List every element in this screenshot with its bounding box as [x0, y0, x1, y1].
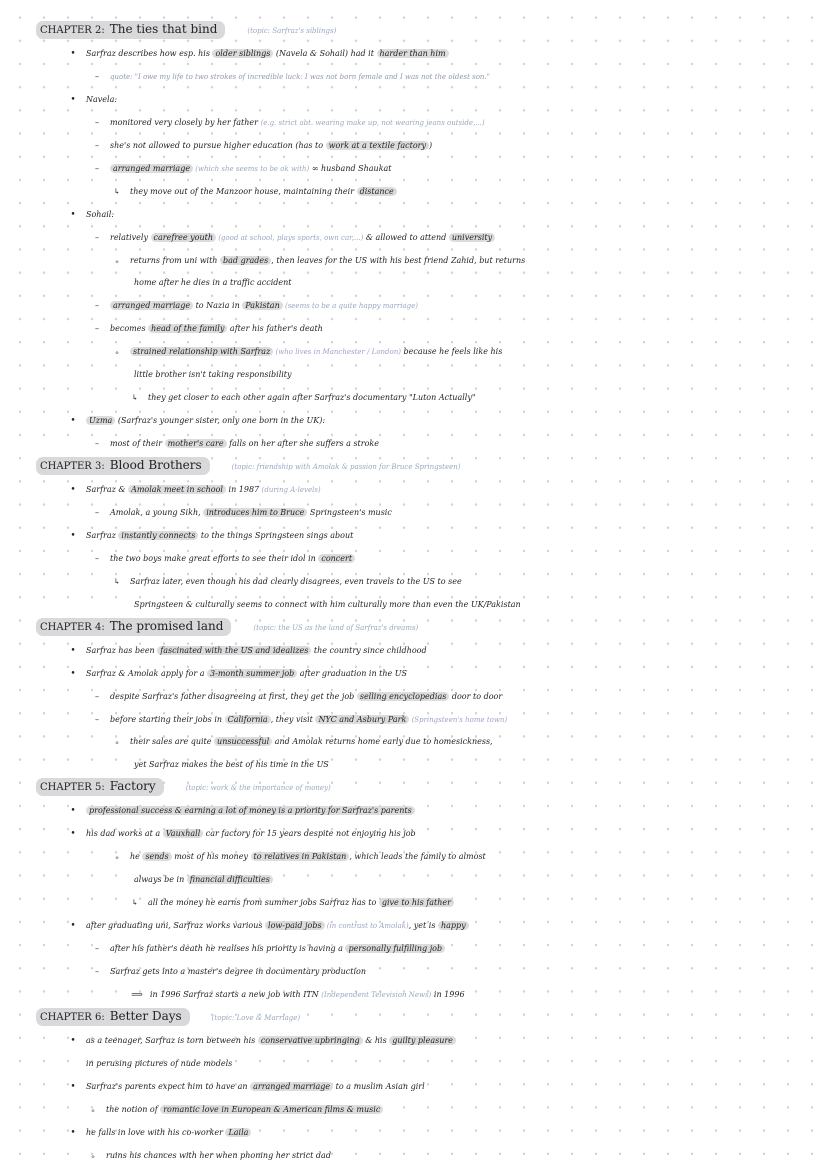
bullet-dot-icon: • [70, 416, 76, 427]
aside-note: (Independent Television News) [321, 990, 432, 999]
note-line [0, 594, 828, 616]
note-text: little brother isn't taking responsibility [134, 370, 292, 380]
note-text: , then leaves for the US with his best friend Zahid, but returns [271, 255, 526, 265]
highlight: Vauxhall [163, 829, 204, 838]
note-text: , yet is [408, 921, 438, 931]
note-text: to Nazia in [193, 301, 243, 311]
note-line [0, 754, 828, 776]
note-line [0, 731, 828, 753]
note-text: their sales are quite [130, 737, 215, 747]
dash-icon: – [95, 163, 99, 173]
note-text: Sarfraz's parents expect him to have an [86, 1081, 251, 1091]
note-line [0, 227, 828, 249]
note-text: ruins his chances with her when phoning her strict dad [106, 1150, 331, 1160]
note-text: Sarfraz & Amolak apply for a [86, 668, 208, 678]
highlight: Laila [225, 1128, 251, 1137]
highlight: selling encyclopedias [357, 692, 449, 701]
bullet-dot-icon: • [70, 530, 76, 541]
chapter-title: Blood Brothers [109, 458, 202, 473]
highlight: financial difficulties [187, 875, 273, 884]
highlight: bad grades [220, 256, 271, 265]
chapter-heading [0, 20, 828, 42]
note-text: car factory for 15 years despite not enjoying his job [203, 829, 416, 839]
highlight: older siblings [212, 49, 273, 58]
note-text: to a muslim Asian girl [333, 1081, 425, 1091]
note-text: (Navela & Sohail) had it [273, 48, 377, 58]
aside-note: (in contrast to Amolak) [324, 922, 409, 931]
highlight: fascinated with the US and idealizes [157, 646, 311, 655]
chapter-heading [0, 777, 828, 799]
note-text: as a teenager, Sarfraz is torn between his [86, 1035, 258, 1045]
highlight: carefree youth [151, 233, 216, 242]
chapter-heading [0, 1007, 828, 1029]
note-text: because he feels like his [401, 347, 503, 357]
note-line [0, 571, 828, 593]
note-line [0, 181, 828, 203]
note-line [0, 387, 828, 409]
consequence-icon: ₒ [115, 852, 119, 862]
note-line [0, 433, 828, 455]
chapter-topic: (topic: work & the importance of money) [185, 784, 331, 793]
note-text: Amolak, a young Sikh, [110, 507, 204, 517]
note-text: in 1996 Sarfraz starts a new job with ITN [150, 989, 322, 999]
note-text: Sarfraz & [86, 485, 129, 494]
aside-note: (good at school, plays sports, own car,...) [216, 233, 364, 242]
note-text: Sarfraz gets into a master's degree in documentary production [110, 966, 367, 976]
bullet-item [0, 525, 828, 547]
dash-icon: ⟹ [131, 989, 143, 999]
note-text: Springsteen & culturally seems to connect with him culturally more than even the UK/Pakistan [134, 599, 521, 609]
highlight: strained relationship with Sarfraz [130, 347, 273, 356]
note-text: Sarfraz describes how esp. his [86, 48, 213, 58]
highlight: introduces him to Bruce [203, 508, 307, 517]
note-text: his dad works at a [86, 829, 163, 839]
note-line [0, 869, 828, 891]
arrow-icon: ↳ [131, 393, 139, 403]
note-text: (Sarfraz's younger sister, only one born in the UK): [115, 416, 326, 426]
chapter-number: CHAPTER 3: [40, 461, 105, 473]
chapter-topic: (topic: the US as the land of Sarfraz's dreams) [253, 623, 419, 632]
dash-icon: – [95, 691, 99, 701]
note-line [0, 938, 828, 960]
note-text: door to door [449, 691, 503, 701]
highlight: conservative upbringing [258, 1036, 363, 1045]
note-text: monitored very closely by her father [110, 117, 261, 127]
chapter-label [36, 1008, 190, 1026]
note-line [0, 158, 828, 180]
highlight: unsuccessful [214, 737, 272, 746]
dash-icon: – [95, 507, 99, 517]
dash-icon: – [95, 301, 99, 311]
highlight: guilty pleasure [389, 1036, 456, 1045]
note-line [0, 135, 828, 157]
highlight: give to his father [379, 898, 454, 907]
arrow-icon: ↳ [113, 576, 121, 586]
chapter-label [36, 457, 210, 475]
note-text: ∞ husband Shaukat [309, 163, 392, 173]
dash-icon: – [95, 966, 99, 976]
note-text: after his father's death he realises his priority is having a [110, 944, 346, 953]
note-text: Navela: [86, 94, 118, 104]
highlight: arranged marriage [250, 1082, 333, 1091]
note-line [0, 686, 828, 708]
highlight: 3-month summer job [207, 669, 297, 678]
note-text: in perusing pictures of nude models [86, 1058, 233, 1068]
highlight: professional success & earning a lot of money is a priority for Sarfraz's parents [86, 806, 415, 815]
highlight: arranged marriage [110, 164, 193, 173]
chapter-heading [0, 456, 828, 478]
aside-note: (during A-levels) [261, 486, 321, 494]
aside-note: (which she seems to be ok with) [193, 164, 310, 173]
dash-icon: – [95, 324, 99, 334]
note-line [0, 272, 828, 294]
note-text: Springsteen's music [307, 507, 392, 517]
note-text: home after he dies in a traffic accident [134, 278, 292, 288]
bullet-item [0, 915, 828, 937]
note-text: and Amolak returns home early due to homesickness, [272, 737, 493, 747]
note-line [0, 1053, 828, 1075]
consequence-icon: ₒ [115, 737, 119, 747]
chapter-number: CHAPTER 6: [40, 1011, 105, 1023]
note-text: after graduation in the US [297, 668, 408, 678]
note-text: in 1996 [431, 989, 465, 999]
consequence-icon: ₒ [91, 1104, 95, 1114]
consequence-icon: ₒ [115, 255, 119, 265]
note-text: returns from uni with [130, 255, 221, 265]
chapter-heading [0, 617, 828, 639]
note-text: ) [429, 140, 433, 150]
bullet-dot-icon: • [70, 48, 76, 59]
note-text: in 1987 [225, 485, 262, 494]
quote-text: quote: "I owe my life to two strokes of incredible luck: I was not born female and I was not the oldest son." [110, 72, 490, 81]
highlight: personally fulfilling job [345, 944, 445, 953]
note-line [0, 1145, 828, 1167]
note-text: the two boys make great efforts to see their idol in [110, 553, 319, 563]
note-line [0, 112, 828, 134]
note-text: most of his money [171, 852, 251, 862]
note-line [0, 66, 828, 88]
note-text: , which leads the family to almost [349, 852, 486, 862]
chapter-label [36, 618, 231, 636]
consequence-icon: ₒ [91, 1150, 95, 1160]
dash-icon: – [95, 714, 99, 724]
note-text: & his [362, 1035, 390, 1045]
highlight: California [225, 715, 271, 724]
highlight: NYC and Asbury Park [315, 715, 409, 724]
dash-icon: – [95, 232, 99, 242]
note-text: she's not allowed to pursue higher education (has to [110, 140, 326, 150]
chapter-title: The promised land [109, 618, 224, 633]
note-text: falls on her after she suffers a stroke [226, 439, 379, 449]
chapter-title: The ties that bind [109, 22, 218, 36]
chapter-topic: (topic: Love & Marriage) [211, 1013, 301, 1022]
highlight: romantic love in European & American films & music [160, 1105, 383, 1114]
bullet-dot-icon: • [70, 485, 76, 495]
note-line [0, 892, 828, 914]
bullet-item [0, 204, 828, 226]
note-line [0, 846, 828, 868]
note-line [0, 318, 828, 340]
bullet-dot-icon: • [70, 921, 76, 932]
note-line [0, 295, 828, 317]
aside-note: (e.g. strict abt. wearing make up, not wearing jeans outside,...) [260, 118, 485, 127]
note-text: despite Sarfraz's father disagreeing at first, they get the job [110, 691, 357, 701]
bullet-item [0, 410, 828, 432]
highlight: instantly connects [118, 531, 198, 540]
note-line [0, 1099, 828, 1121]
note-line [0, 364, 828, 386]
bullet-item [0, 479, 828, 501]
highlight: distance [357, 187, 397, 196]
chapter-title: Better Days [109, 1008, 182, 1023]
highlight: mother's care [165, 439, 227, 448]
bullet-dot-icon: • [70, 94, 76, 105]
note-text: after graduating uni, Sarfraz works various [86, 921, 266, 931]
highlight: sends [142, 852, 171, 861]
dash-icon: – [95, 944, 99, 953]
bullet-item [0, 1122, 828, 1144]
aside-note: (seems to be a quite happy marriage) [282, 302, 419, 311]
chapter-title: Factory [109, 779, 156, 794]
bullet-item [0, 663, 828, 685]
chapter-topic: (topic: Sarfraz's siblings) [247, 27, 337, 35]
arrow-icon: ↳ [113, 186, 121, 196]
note-text: he [130, 852, 143, 862]
bullet-dot-icon: • [70, 645, 76, 656]
bullet-item [0, 1030, 828, 1052]
chapter-number: CHAPTER 2: [40, 25, 105, 36]
dash-icon: – [95, 117, 99, 127]
note-text: before starting their jobs in [110, 714, 225, 724]
note-text: Sarfraz [86, 530, 119, 540]
bullet-dot-icon: • [70, 1127, 76, 1138]
note-text: Sarfraz has been [86, 645, 158, 655]
chapter-label [36, 778, 164, 796]
consequence-icon: ₒ [115, 347, 119, 357]
bullet-dot-icon: • [70, 829, 76, 840]
highlight: Pakistan [242, 301, 282, 310]
note-line [0, 250, 828, 272]
highlight: concert [318, 554, 355, 563]
note-line [0, 502, 828, 524]
note-line [0, 548, 828, 570]
bullet-item [0, 823, 828, 845]
highlight: Amolak meet in school [128, 485, 226, 494]
highlight: harder than him [377, 49, 449, 58]
dash-icon: – [95, 140, 99, 150]
chapter-topic: (topic: friendship with Amolak & passion for Bruce Springsteen) [231, 463, 461, 472]
bullet-dot-icon: • [70, 806, 76, 817]
highlight: head of the family [148, 324, 227, 333]
note-text: always be in [134, 875, 187, 885]
arrow-icon: ↳ [131, 898, 139, 908]
highlight: arranged marriage [110, 301, 193, 310]
note-line [0, 709, 828, 731]
note-text: they get closer to each other again after Sarfraz's documentary "Luton Actually" [148, 393, 476, 403]
bullet-dot-icon: • [70, 1035, 76, 1046]
note-text: all the money he earns from summer jobs Sarfraz has to [148, 898, 379, 908]
bullet-dot-icon: • [70, 668, 76, 679]
bullet-item [0, 640, 828, 662]
aside-note: (who lives in Manchester / London) [273, 348, 401, 357]
note-text: they move out of the Manzoor house, maintaining their [130, 186, 357, 196]
note-text: & allowed to attend [363, 232, 449, 242]
highlight: university [449, 233, 495, 242]
bullet-item [0, 1076, 828, 1098]
highlight: Uzma [86, 416, 115, 425]
highlight: happy [438, 921, 469, 930]
note-text: after his father's death [227, 324, 323, 334]
note-line [0, 984, 828, 1006]
chapter-label [36, 21, 225, 39]
highlight: low-paid jobs [265, 921, 325, 930]
highlight: to relatives in Pakistan [251, 852, 350, 861]
note-text: most of their [110, 439, 165, 449]
note-text: , they visit [270, 714, 316, 724]
dash-icon: – [95, 71, 99, 81]
bullet-dot-icon: • [70, 209, 76, 220]
bullet-dot-icon: • [70, 1081, 76, 1092]
note-text: the country since childhood [311, 645, 427, 655]
note-text: Sarfraz later, even though his dad clearly disagrees, even travels to the US to see [130, 576, 462, 586]
note-text: yet Sarfraz makes the best of his time in the US [134, 760, 329, 770]
dash-icon: – [95, 553, 99, 563]
note-text: to the things Springsteen sings about [198, 530, 354, 540]
note-text: he falls in love with his co-worker [86, 1127, 226, 1137]
note-line [0, 341, 828, 363]
aside-note: (Springsteen's home town) [409, 715, 508, 724]
highlight: work at a textile factory [326, 141, 429, 150]
bullet-item [0, 89, 828, 111]
note-text: relatively [110, 232, 151, 242]
bullet-item [0, 800, 828, 822]
chapter-number: CHAPTER 5: [40, 782, 105, 794]
dash-icon: – [95, 439, 99, 449]
bullet-item [0, 43, 828, 65]
note-line [0, 961, 828, 983]
note-text: the notion of [106, 1104, 161, 1114]
note-text: Sohail: [86, 209, 115, 219]
chapter-number: CHAPTER 4: [40, 621, 105, 633]
note-text: becomes [110, 324, 149, 334]
